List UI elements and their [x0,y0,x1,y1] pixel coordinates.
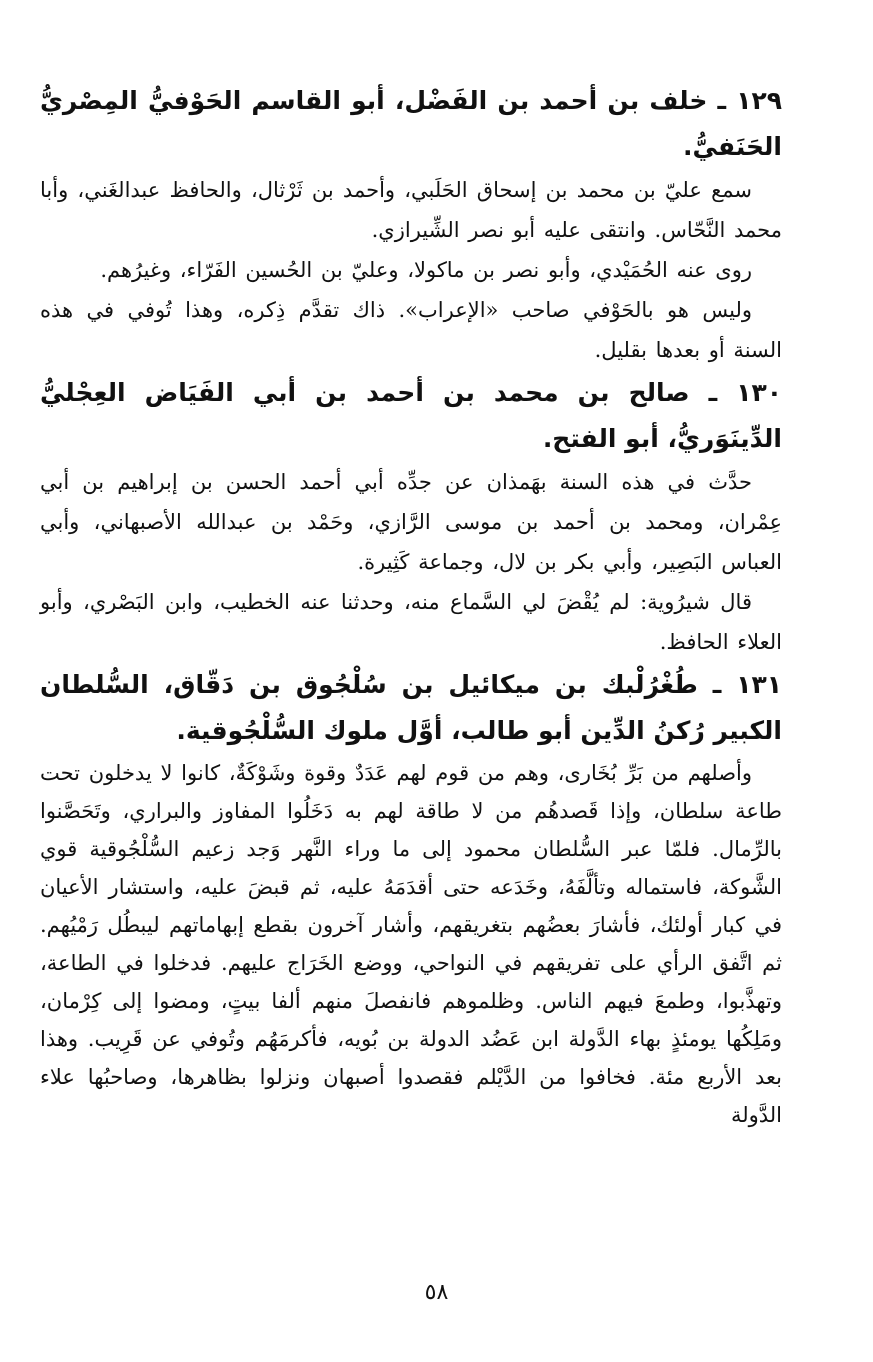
entry-title-129 [40,78,782,170]
entry-number: ١٣٠ [736,378,782,407]
entry-heading-text: خلف بن أحمد بن الفَضْل، أبو القاسم الحَوْفيُّ المِصْريُّ الحَنَفيُّ. [40,86,782,161]
entry-number: ١٢٩ [736,86,783,115]
entry-dash: ـ [697,670,722,699]
paragraph: وأصلهم من بَرِّ بُخَارى، وهم من قوم لهم عَدَدٌ وقوة وشَوْكَةٌ، كانوا لا يدخلون تحت طاعة سلطان، وإذا قَصدهُم من لا طاقة لهم به دَخَلُوا المفاوز والبراري، وتَحَصَّنوا بالرِّمال. فلمّا عبر السُّلطان محمود إلى ما وراء النَّهر وَجد زعيم السُّلْجُوقية قوي الشَّوكة، فاستماله وتألَّفَهُ، وخَدَعه حتى أقدَمَهُ عليه، ثم قبضَ عليه، واستشار الأعيان في كبار أولئك، فأشارَ بعضُهم بتغريقهم، وأشار آخرون بقطع إبهاماتهم ليبطُل رَمْيُهم. ثم اتَّفق الرأي على تفريقهم في النواحي، ووضع الخَرَاج عليهم. فدخلوا في الطاعة، وتهذَّبوا، وطمعَ فيهم الناس. وظلموهم فانفصلَ منهم ألفا بيتٍ، ومضوا إلى كِرْمان، ومَلِكُها يومئذٍ بهاء الدَّولة ابن عَضُد الدولة بن بُويه، فأكرمَهُم وتُوفي عن قَرِيب. وهذا بعد الأربع مئة. فخافوا من الدَّيْلم فقصدوا أصبهان ونزلوا بظاهرها، وصاحبُها علاء الدَّولة [40,761,782,1127]
paragraph: وليس هو بالحَوْفي صاحب «الإعراب». ذاك تقدَّم ذِكره، وهذا تُوفي في هذه السنة أو بعدها بقليل. [40,298,782,362]
paragraph: حدَّث في هذه السنة بهَمذان عن جدِّه أبي أحمد الحسن بن إبراهيم بن أبي عِمْران، ومحمد بن أحمد بن موسى الرَّازي، وحَمْد بن عبدالله الأصبهاني، وأبي العباس البَصِير، وأبي بكر بن لال، وجماعة كَثِيرة. [40,470,782,574]
entry-title-130 [40,370,782,462]
entry-number: ١٣١ [736,670,783,699]
entry-heading-text: طُغْرُلْبك بن ميكائيل بن سُلْجُوق بن دَقّاق، السُّلطان الكبير رُكنُ الدِّين أبو طالب، أوَّل ملوك السُّلْجُوقية. [40,670,782,745]
paragraph: روى عنه الحُمَيْدي، وأبو نصر بن ماكولا، وعليّ بن الحُسين الفَرّاء، وغيرُهم. [100,258,752,282]
page-body [40,78,782,1134]
entry-heading-text: صالح بن محمد بن أحمد بن أبي الفَيَاض العِجْليُّ الدِّينَوَريُّ، أبو الفتح. [40,378,782,453]
entry-dash: ـ [707,86,727,115]
paragraph: قال شيرُوية: لم يُقْضَ لي السَّماع منه، وحدثنا عنه الخطيب، وابن البَصْري، وأبو العلاء الحافظ. [40,590,782,654]
entry-title-131 [40,662,782,754]
page-number: ٥٨ [424,1280,449,1305]
paragraph: سمع عليّ بن محمد بن إسحاق الحَلَبي، وأحمد بن ثَرْثال، والحافظ عبدالغَني، وأبا محمد النَّحّاس. وانتقى عليه أبو نصر الشِّيرازي. [40,178,782,242]
entry-dash: ـ [689,378,718,407]
